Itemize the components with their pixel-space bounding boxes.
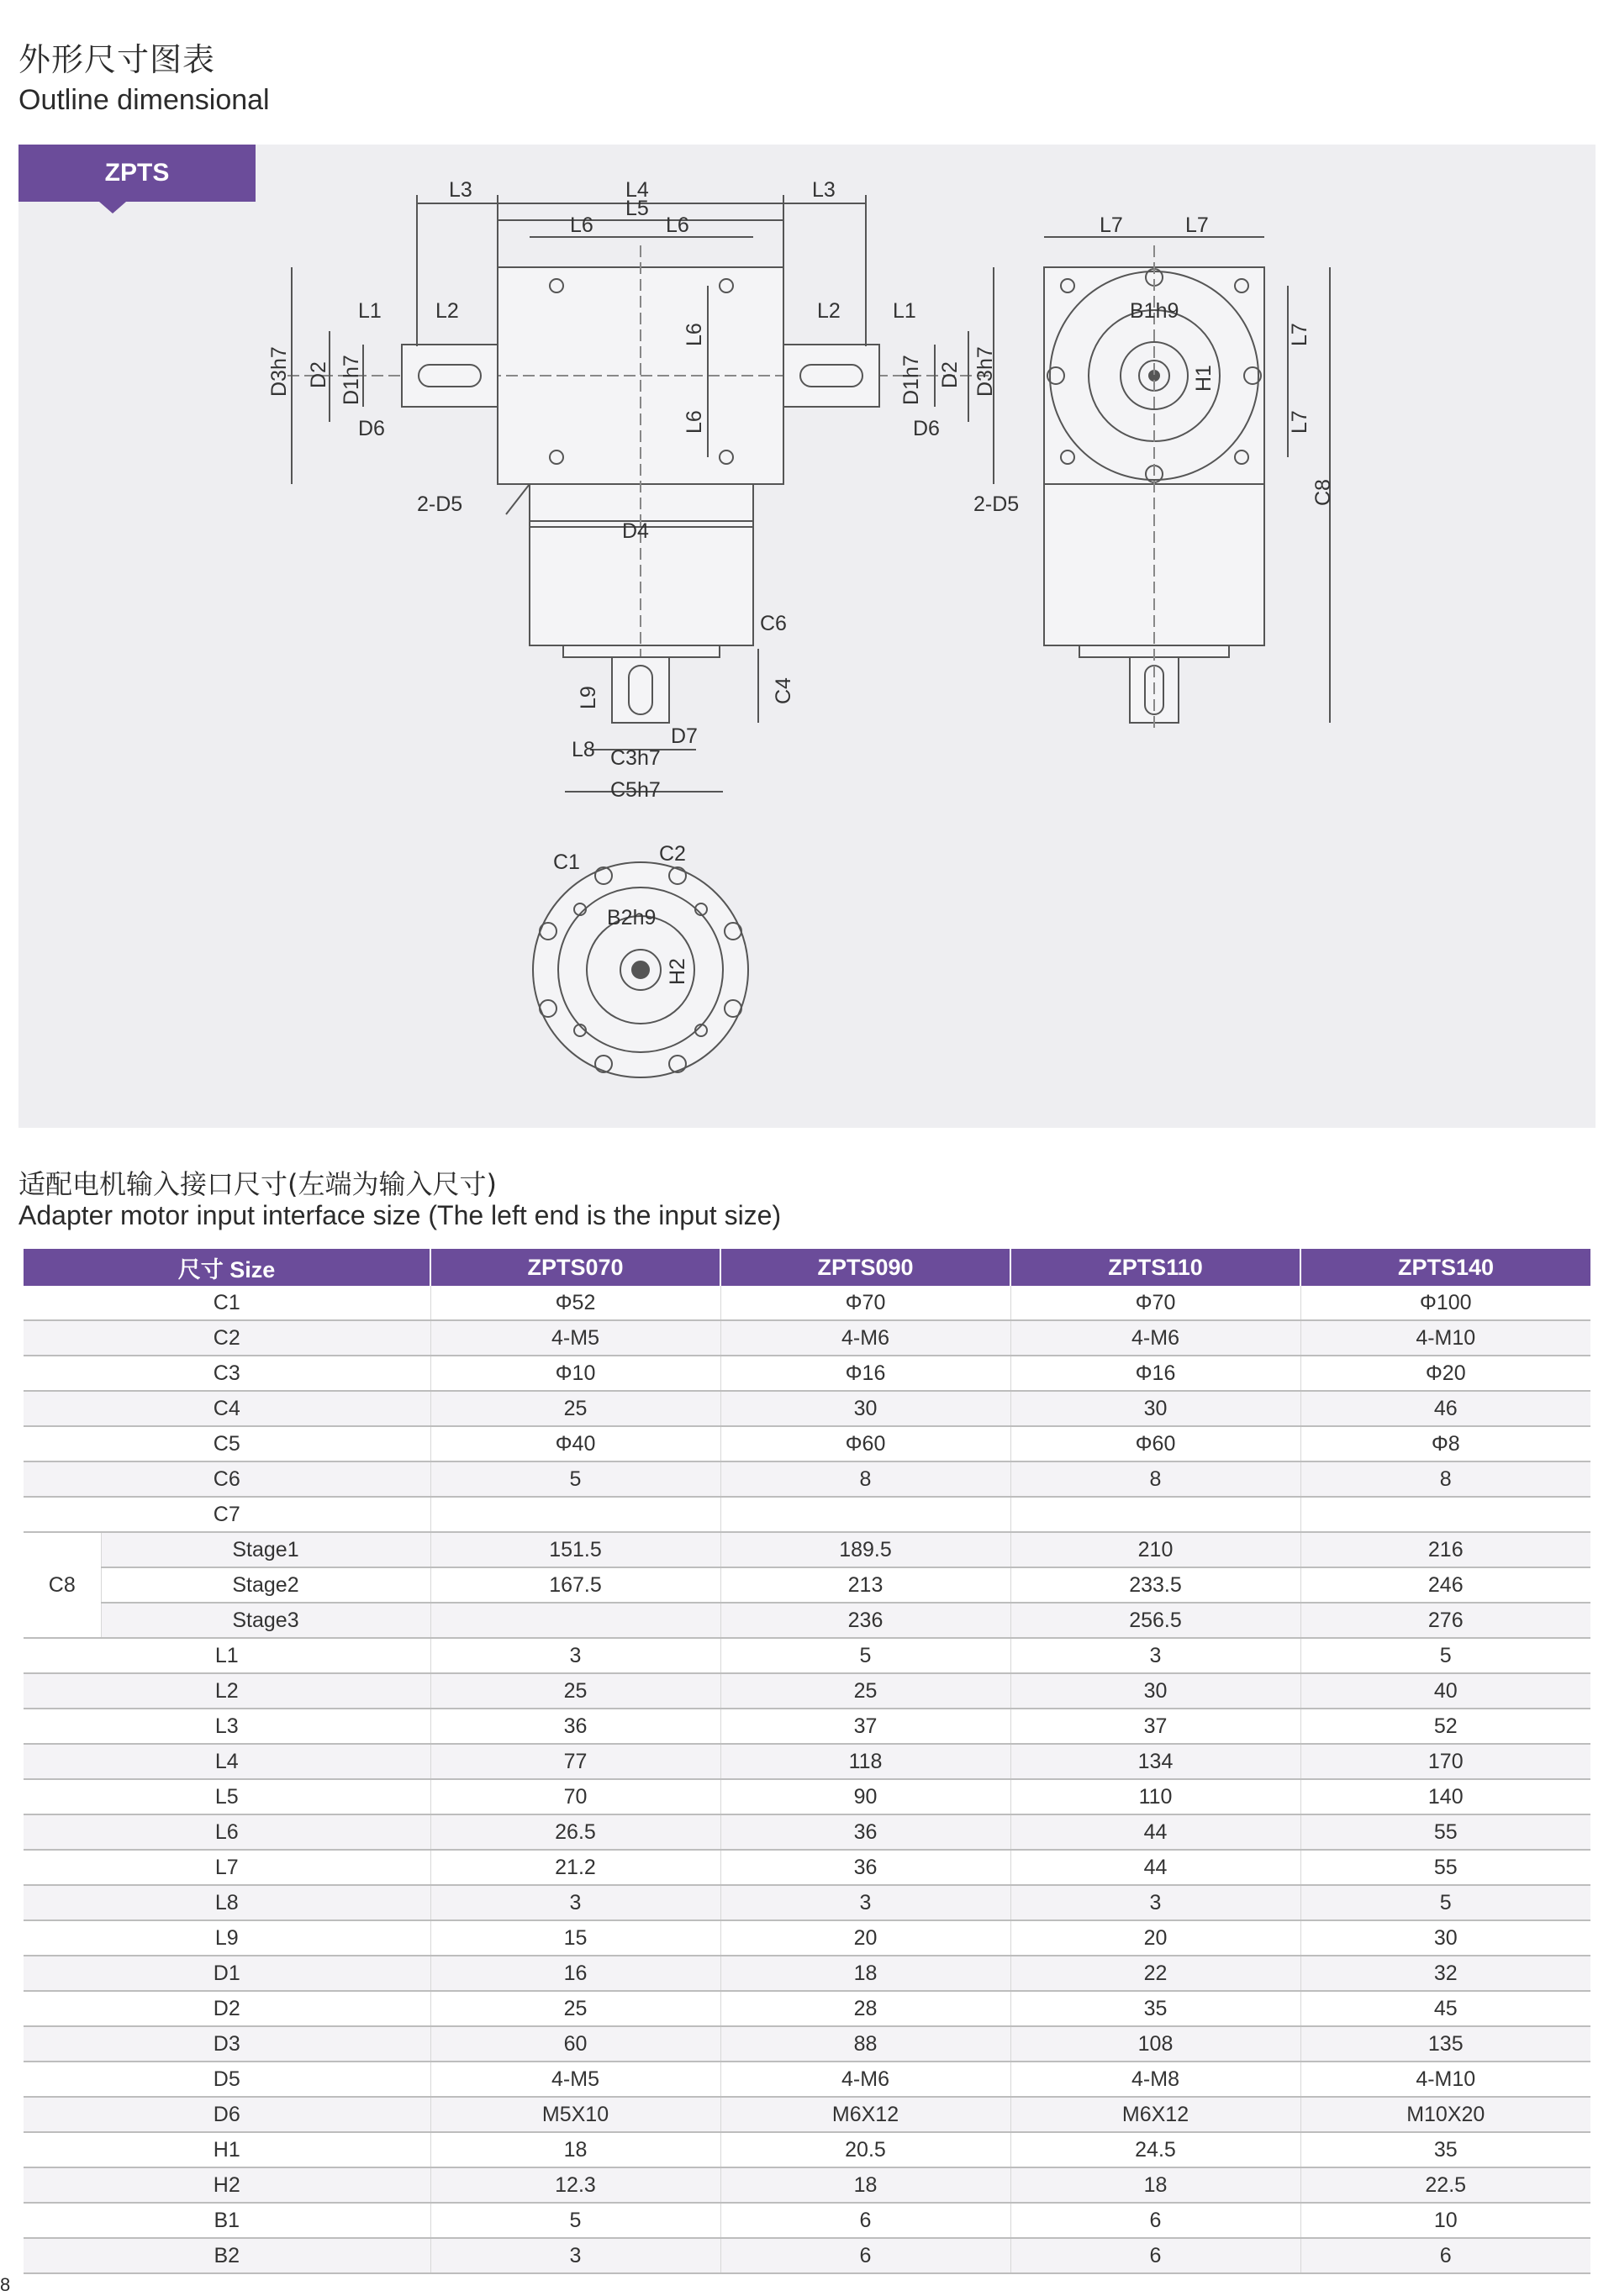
dimension-diagram <box>18 145 1596 1128</box>
table-cell: 20.5 <box>720 2132 1010 2167</box>
label-d2-right: D2 <box>938 361 962 388</box>
table-cell: 6 <box>1010 2203 1300 2238</box>
table-cell: 140 <box>1300 1779 1590 1814</box>
table-cell: 3 <box>1010 1885 1300 1920</box>
label-b1h9: B1h9 <box>1130 299 1179 323</box>
table-row <box>24 1286 1590 1320</box>
table-cell: 6 <box>720 2203 1010 2238</box>
table-cell: 35 <box>1300 2132 1590 2167</box>
table-cell: 25 <box>430 1991 720 2026</box>
label-l3-right: L3 <box>812 178 836 202</box>
table-cell: 18 <box>720 2167 1010 2203</box>
table-cell: 3 <box>430 1885 720 1920</box>
row-label: C4 <box>24 1391 430 1426</box>
spec-table <box>24 1249 1590 2274</box>
label-l3-left: L3 <box>449 178 472 202</box>
table-cell: 77 <box>430 1744 720 1779</box>
row-label: C5 <box>24 1426 430 1461</box>
table-cell: 5 <box>430 2203 720 2238</box>
table-row <box>24 1779 1590 1814</box>
label-l6-upper: L6 <box>683 323 706 346</box>
table-cell: 22 <box>1010 1956 1300 1991</box>
label-b2h9: B2h9 <box>607 906 657 929</box>
label-l7-lower: L7 <box>1288 410 1311 434</box>
label-d3h7-right: D3h7 <box>973 346 997 397</box>
table-row <box>24 1497 1590 1532</box>
row-label: L5 <box>24 1779 430 1814</box>
label-d1h7-left: D1h7 <box>340 355 363 405</box>
label-l1-right: L1 <box>893 299 916 323</box>
table-cell: Φ70 <box>720 1286 1010 1320</box>
table-row <box>24 1532 1590 1567</box>
table-row <box>24 1638 1590 1673</box>
label-l7-left: L7 <box>1100 213 1123 237</box>
model-tag-tail <box>99 202 126 213</box>
table-cell: 28 <box>720 1991 1010 2026</box>
table-cell: 233.5 <box>1010 1567 1300 1603</box>
table-cell <box>430 1497 720 1532</box>
row-label: D5 <box>24 2062 430 2097</box>
table-cell: 276 <box>1300 1603 1590 1638</box>
table-cell: 90 <box>720 1779 1010 1814</box>
label-l6-right: L6 <box>666 213 689 237</box>
table-cell: 18 <box>430 2132 720 2167</box>
table-cell: Φ60 <box>1010 1426 1300 1461</box>
row-label: C7 <box>24 1497 430 1532</box>
table-cell <box>430 1603 720 1638</box>
table-cell: 10 <box>1300 2203 1590 2238</box>
table-cell: 20 <box>1010 1920 1300 1956</box>
table-cell: 4-M8 <box>1010 2062 1300 2097</box>
label-l4: L4 <box>625 178 649 202</box>
table-cell: 15 <box>430 1920 720 1956</box>
table-cell: 167.5 <box>430 1567 720 1603</box>
row-label: L4 <box>24 1744 430 1779</box>
table-cell <box>720 1497 1010 1532</box>
table-cell: 52 <box>1300 1709 1590 1744</box>
table-row <box>24 2203 1590 2238</box>
table-row <box>24 1673 1590 1709</box>
table-row <box>24 1850 1590 1885</box>
table-cell: 55 <box>1300 1814 1590 1850</box>
table-cell: 216 <box>1300 1532 1590 1567</box>
table-cell: 3 <box>430 1638 720 1673</box>
table-cell: Φ16 <box>1010 1356 1300 1391</box>
table-cell: 45 <box>1300 1991 1590 2026</box>
table-cell: 108 <box>1010 2026 1300 2062</box>
header-model: ZPTS110 <box>1010 1249 1300 1286</box>
table-cell: 44 <box>1010 1850 1300 1885</box>
table-row <box>24 2132 1590 2167</box>
table-cell: 22.5 <box>1300 2167 1590 2203</box>
row-label: C3 <box>24 1356 430 1391</box>
header-size: 尺寸 Size <box>24 1249 430 1286</box>
table-cell: Φ100 <box>1300 1286 1590 1320</box>
table-cell: Φ52 <box>430 1286 720 1320</box>
table-cell: 189.5 <box>720 1532 1010 1567</box>
model-tag: ZPTS <box>18 145 256 202</box>
table-row <box>24 1603 1590 1638</box>
label-c1: C1 <box>553 850 580 874</box>
table-cell: Φ40 <box>430 1426 720 1461</box>
table-cell <box>1010 1497 1300 1532</box>
label-l1-left: L1 <box>358 299 382 323</box>
table-body <box>24 1286 1590 2273</box>
label-l6-left: L6 <box>570 213 593 237</box>
label-2d5-side: 2-D5 <box>973 492 1020 516</box>
row-label: C2 <box>24 1320 430 1356</box>
table-cell: 25 <box>430 1673 720 1709</box>
table-row <box>24 1814 1590 1850</box>
table-cell: 32 <box>1300 1956 1590 1991</box>
table-row <box>24 2062 1590 2097</box>
table-cell: M10X20 <box>1300 2097 1590 2132</box>
table-cell: 37 <box>1010 1709 1300 1744</box>
table-cell: M6X12 <box>720 2097 1010 2132</box>
row-label: L1 <box>24 1638 430 1673</box>
table-cell: 5 <box>1300 1638 1590 1673</box>
table-row <box>24 1320 1590 1356</box>
row-group-label: C8 <box>24 1532 101 1638</box>
table-cell: 5 <box>720 1638 1010 1673</box>
table-cell: 30 <box>1300 1920 1590 1956</box>
table-cell: 36 <box>720 1850 1010 1885</box>
table-cell: 8 <box>1300 1461 1590 1497</box>
table-cell: Φ16 <box>720 1356 1010 1391</box>
table-cell: 18 <box>1010 2167 1300 2203</box>
table-cell: 24.5 <box>1010 2132 1300 2167</box>
table-cell: 4-M6 <box>720 1320 1010 1356</box>
table-cell: 25 <box>720 1673 1010 1709</box>
table-row <box>24 1885 1590 1920</box>
table-cell: 55 <box>1300 1850 1590 1885</box>
table-cell: 8 <box>1010 1461 1300 1497</box>
table-cell: 246 <box>1300 1567 1590 1603</box>
label-c2: C2 <box>659 842 686 866</box>
label-c3h7: C3h7 <box>610 746 661 770</box>
label-l7-right: L7 <box>1185 213 1209 237</box>
table-cell: M6X12 <box>1010 2097 1300 2132</box>
table-cell: 170 <box>1300 1744 1590 1779</box>
row-label: C6 <box>24 1461 430 1497</box>
table-cell: Φ20 <box>1300 1356 1590 1391</box>
row-label: D3 <box>24 2026 430 2062</box>
label-d6-left: D6 <box>358 417 385 440</box>
table-cell: 16 <box>430 1956 720 1991</box>
table-row <box>24 1426 1590 1461</box>
table-cell: 4-M6 <box>1010 1320 1300 1356</box>
table-cell: 30 <box>1010 1391 1300 1426</box>
table-cell: 20 <box>720 1920 1010 1956</box>
table-cell: 135 <box>1300 2026 1590 2062</box>
table-cell: 36 <box>430 1709 720 1744</box>
label-c6: C6 <box>760 612 787 635</box>
row-label: D2 <box>24 1991 430 2026</box>
table-title-cn: 适配电机输入接口尺寸(左端为输入尺寸) <box>18 1168 497 1200</box>
table-header-row <box>24 1249 1590 1286</box>
label-l8: L8 <box>572 738 595 761</box>
table-row <box>24 1391 1590 1426</box>
table-cell: 44 <box>1010 1814 1300 1850</box>
row-label: H1 <box>24 2132 430 2167</box>
table-cell: 110 <box>1010 1779 1300 1814</box>
label-l5: L5 <box>625 197 649 220</box>
row-label: D6 <box>24 2097 430 2132</box>
stage-label: Stage3 <box>101 1603 430 1638</box>
label-l2-left: L2 <box>435 299 459 323</box>
table-cell: 4-M6 <box>720 2062 1010 2097</box>
table-row <box>24 1356 1590 1391</box>
table-cell: 25 <box>430 1391 720 1426</box>
label-c5h7: C5h7 <box>610 778 661 802</box>
label-h1: H1 <box>1192 365 1216 392</box>
table-cell: 5 <box>1300 1885 1590 1920</box>
table-cell: Φ8 <box>1300 1426 1590 1461</box>
label-c8: C8 <box>1311 479 1335 506</box>
table-cell: 37 <box>720 1709 1010 1744</box>
table-cell: 30 <box>1010 1673 1300 1709</box>
stage-label: Stage1 <box>101 1532 430 1567</box>
label-d6-right: D6 <box>913 417 940 440</box>
label-h2: H2 <box>666 958 689 985</box>
table-cell: 118 <box>720 1744 1010 1779</box>
table-cell: 60 <box>430 2026 720 2062</box>
row-label: L7 <box>24 1850 430 1885</box>
label-l6-lower: L6 <box>683 410 706 434</box>
table-row <box>24 2238 1590 2273</box>
table-cell: 4-M5 <box>430 2062 720 2097</box>
label-l2-right: L2 <box>817 299 841 323</box>
label-c4: C4 <box>772 677 795 704</box>
row-label: L9 <box>24 1920 430 1956</box>
header-model: ZPTS140 <box>1300 1249 1590 1286</box>
label-d4: D4 <box>622 519 649 543</box>
label-l7-upper: L7 <box>1288 323 1311 346</box>
table-cell: 4-M5 <box>430 1320 720 1356</box>
stage-label: Stage2 <box>101 1567 430 1603</box>
table-cell: 70 <box>430 1779 720 1814</box>
label-d2-left: D2 <box>307 361 330 388</box>
row-label: L6 <box>24 1814 430 1850</box>
table-cell: 4-M10 <box>1300 1320 1590 1356</box>
label-d1h7-right: D1h7 <box>899 355 923 405</box>
table-row <box>24 1956 1590 1991</box>
table-cell: 213 <box>720 1567 1010 1603</box>
table-cell: M5X10 <box>430 2097 720 2132</box>
table-row <box>24 1744 1590 1779</box>
row-label: D1 <box>24 1956 430 1991</box>
title-en: Outline dimensional <box>18 84 270 116</box>
row-label: B2 <box>24 2238 430 2273</box>
table-row <box>24 1991 1590 2026</box>
table-cell: 8 <box>720 1461 1010 1497</box>
row-label: B1 <box>24 2203 430 2238</box>
table-cell: 40 <box>1300 1673 1590 1709</box>
table-cell: 36 <box>720 1814 1010 1850</box>
table-cell: 35 <box>1010 1991 1300 2026</box>
table-row <box>24 1709 1590 1744</box>
table-cell: 3 <box>430 2238 720 2273</box>
table-cell: 256.5 <box>1010 1603 1300 1638</box>
table-row <box>24 1920 1590 1956</box>
title-cn: 外形尺寸图表 <box>18 41 216 78</box>
table-cell: 6 <box>720 2238 1010 2273</box>
table-cell: 6 <box>1300 2238 1590 2273</box>
table-row <box>24 2026 1590 2062</box>
page-number: 8 <box>0 2274 11 2295</box>
table-cell: 134 <box>1010 1744 1300 1779</box>
table-row <box>24 2167 1590 2203</box>
table-row <box>24 1567 1590 1603</box>
table-cell <box>1300 1497 1590 1532</box>
outline-drawing <box>18 145 1596 1128</box>
table-cell: 210 <box>1010 1532 1300 1567</box>
header-model: ZPTS070 <box>430 1249 720 1286</box>
row-label: L8 <box>24 1885 430 1920</box>
label-l9: L9 <box>577 686 600 709</box>
table-row <box>24 1461 1590 1497</box>
row-label: H2 <box>24 2167 430 2203</box>
table-cell: 88 <box>720 2026 1010 2062</box>
table-cell: 151.5 <box>430 1532 720 1567</box>
table-cell: Φ10 <box>430 1356 720 1391</box>
table-cell: 12.3 <box>430 2167 720 2203</box>
label-d3h7-left: D3h7 <box>267 346 291 397</box>
table-cell: Φ60 <box>720 1426 1010 1461</box>
table-cell: 6 <box>1010 2238 1300 2273</box>
label-d7: D7 <box>671 724 698 748</box>
table-cell: 4-M10 <box>1300 2062 1590 2097</box>
table-title-en: Adapter motor input interface size (The left end is the input size) <box>18 1200 782 1230</box>
table-row <box>24 2097 1590 2132</box>
row-label: C1 <box>24 1286 430 1320</box>
label-2d5-front: 2-D5 <box>417 492 463 516</box>
header-model: ZPTS090 <box>720 1249 1010 1286</box>
table-cell: Φ70 <box>1010 1286 1300 1320</box>
table-cell: 21.2 <box>430 1850 720 1885</box>
table-cell: 236 <box>720 1603 1010 1638</box>
table-cell: 46 <box>1300 1391 1590 1426</box>
table-cell: 26.5 <box>430 1814 720 1850</box>
table-cell: 18 <box>720 1956 1010 1991</box>
row-label: L3 <box>24 1709 430 1744</box>
table-cell: 5 <box>430 1461 720 1497</box>
row-label: L2 <box>24 1673 430 1709</box>
table-cell: 3 <box>1010 1638 1300 1673</box>
table-cell: 3 <box>720 1885 1010 1920</box>
table-cell: 30 <box>720 1391 1010 1426</box>
